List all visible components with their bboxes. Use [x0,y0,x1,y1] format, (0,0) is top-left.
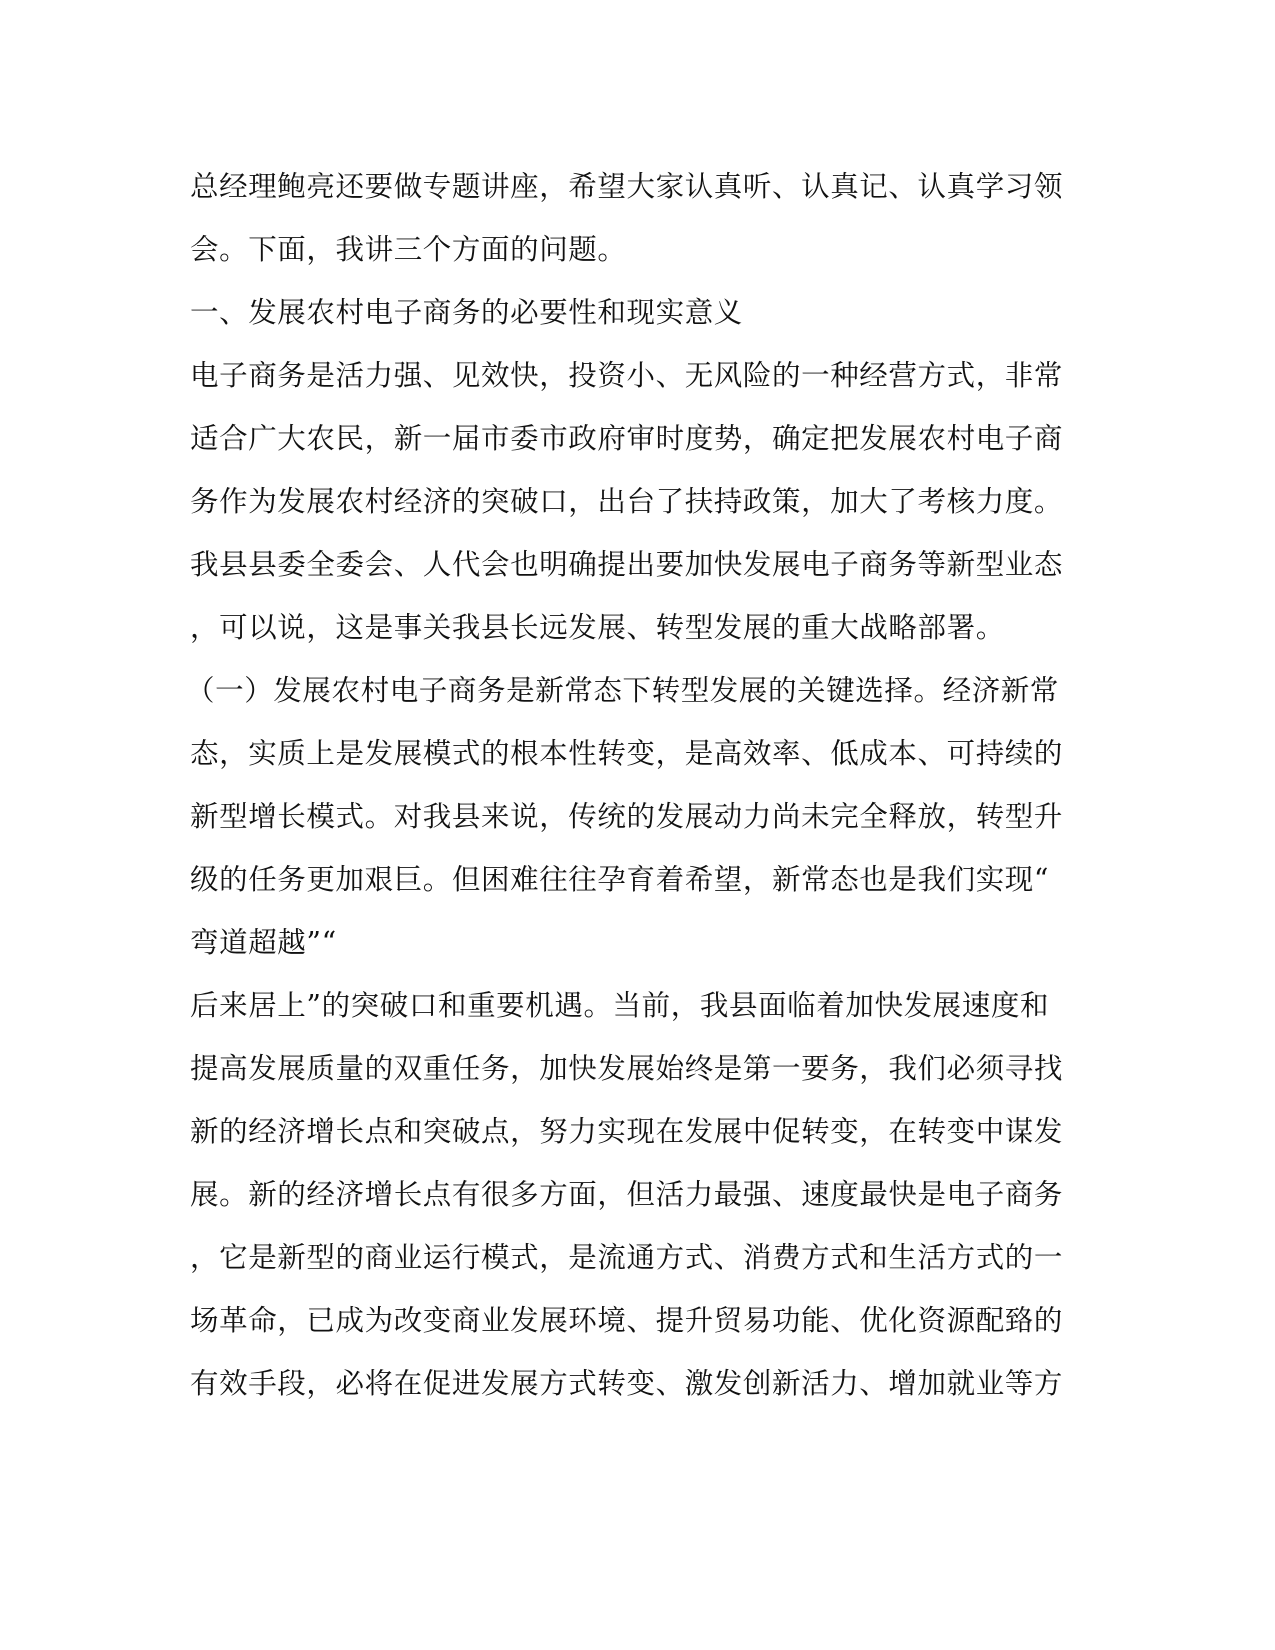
text-line: 适合广大农民，新一届市委市政府审时度势，确定把发展农村电子商 [190,422,1064,455]
text-line: 弯道超越”“ [190,926,337,959]
text-line: 务作为发展农村经济的突破口，出台了扶持政策，加大了考核力度。 [190,485,1064,518]
section-heading: 一、发展农村电子商务的必要性和现实意义 [190,296,743,329]
text-line: 提高发展质量的双重任务，加快发展始终是第一要务，我们必须寻找 [190,1052,1064,1085]
text-line: 总经理鲍亮还要做专题讲座，希望大家认真听、认真记、认真学习领 [190,170,1064,203]
text-line: 新型增长模式。对我县来说，传统的发展动力尚未完全释放，转型升 [190,800,1064,833]
text-line: 展。新的经济增长点有很多方面，但活力最强、速度最快是电子商务 [190,1178,1064,1211]
text-line: 后来居上”的突破口和重要机遇。当前，我县面临着加快发展速度和 [190,989,1050,1022]
body-text [186,155,1080,1415]
subsection-line: （一）发展农村电子商务是新常态下转型发展的关键选择。经济新常 [186,674,1060,707]
text-line: ，它是新型的商业运行模式，是流通方式、消费方式和生活方式的一 [190,1241,1064,1274]
text-line: 态，实质上是发展模式的根本性转变，是高效率、低成本、可持续的 [190,737,1064,770]
text-line: ，可以说，这是事关我县长远发展、转型发展的重大战略部署。 [190,611,1005,644]
text-line: 会。下面，我讲三个方面的问题。 [190,233,627,266]
text-line: 有效手段，必将在促进发展方式转变、激发创新活力、增加就业等方 [190,1367,1064,1400]
text-line: 场革命，已成为改变商业发展环境、提升贸易功能、优化资源配臵的 [190,1304,1064,1337]
text-line: 级的任务更加艰巨。但困难往往孕育着希望，新常态也是我们实现“ [190,863,1050,896]
text-line: 我县县委全委会、人代会也明确提出要加快发展电子商务等新型业态 [190,548,1064,581]
text-line: 新的经济增长点和突破点，努力实现在发展中促转变，在转变中谋发 [190,1115,1064,1148]
text-line: 电子商务是活力强、见效快，投资小、无风险的一种经营方式，非常 [190,359,1064,392]
